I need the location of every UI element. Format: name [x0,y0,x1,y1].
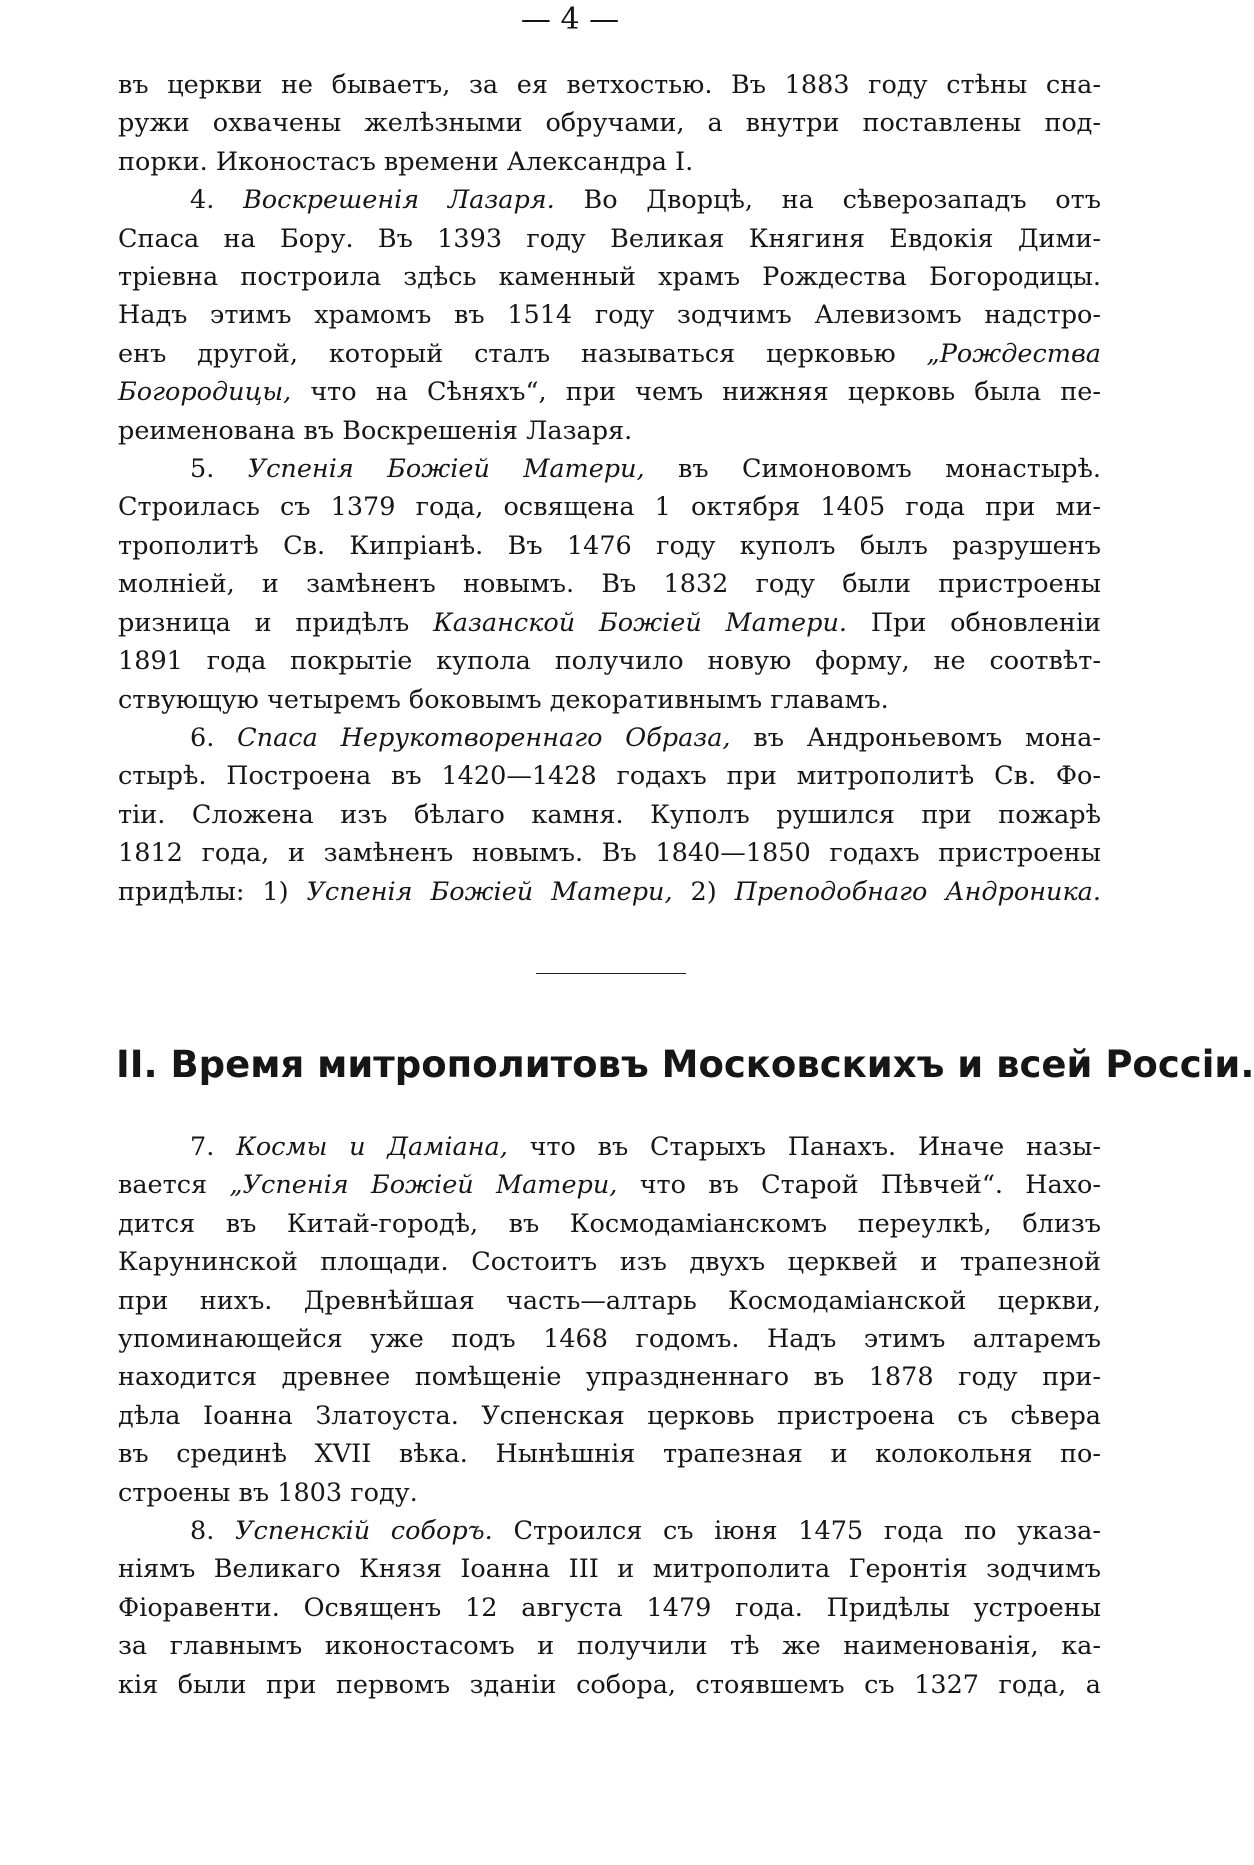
text-line: въ церкви не бываетъ, за ея ветхостью. Въ 1883 году стѣны сна- [118,70,1101,100]
section-divider [536,973,686,974]
entry-number: 7. [190,1132,215,1162]
text-line: ніямъ Великаго Князя Іоанна III и митрополита Геронтія зодчимъ [118,1554,1101,1585]
body-text-top [118,66,1101,911]
text-line: реименована въ Воскрешенія Лазаря. [118,415,633,446]
text-line: тріевна построила здѣсь каменный храмъ Рождества Богородицы. [118,262,1101,293]
text-line: при нихъ. Древнѣйшая часть—алтарь Космодаміанской церкви, [118,1285,1101,1316]
text-line: ризница и придѣлъ Казанской Божіей Матери. При обновленіи [118,607,1102,638]
text-line: стырѣ. Построена въ 1420—1428 годахъ при митрополитѣ Св. Фо- [118,761,1101,792]
text-line: порки. Иконостасъ времени Александра I. [118,146,694,177]
entry-8-line: 8. Успенскій соборъ. Строился съ іюня 1475 года по указа- [190,1516,1101,1547]
entry-title: Спаса Нерукотвореннаго Образа, [237,722,731,753]
page-number: — 4 — [520,2,620,37]
text-line: придѣлы: 1) Успенія Божіей Матери, 2) Преподобнаго Андроника. [118,876,1101,907]
text-line: въ срединѣ XVII вѣка. Нынѣшнія трапезная и колокольня по- [118,1439,1101,1470]
text-line: дится въ Китай-городѣ, въ Космодаміанскомъ переулкѣ, близъ [118,1208,1101,1239]
text-line: енъ другой, который сталъ называться церковью „Рождества [118,338,1101,369]
text-line: ствующую четыремъ боковымъ декоративнымъ главамъ. [118,684,889,715]
text-line: Надъ этимъ храмомъ въ 1514 году зодчимъ Алевизомъ надстро- [118,300,1101,331]
entry-title: Воскрешенія Лазаря. [243,185,555,216]
text-line: трополитѣ Св. Кипріанѣ. Въ 1476 году куполъ былъ разрушенъ [118,530,1101,561]
text-line: Карунинской площади. Состоитъ изъ двухъ церквей и трапезной [118,1247,1101,1278]
entry-5-line: 5. Успенія Божіей Матери, въ Симоновомъ монастырѣ. [190,454,1101,485]
text-line: находится древнее помѣщеніе упраздненнаго въ 1878 году при- [118,1362,1101,1393]
text-line: Богородицы, что на Сѣняхъ“, при чемъ нижняя церковь была пе- [118,377,1102,408]
text-line: кія были при первомъ зданіи собора, стоявшемъ съ 1327 года, а [118,1669,1101,1700]
entry-title: Космы и Даміана, [236,1132,508,1162]
text-line: 1812 года, и замѣненъ новымъ. Въ 1840—1850 годахъ пристроены [118,838,1101,869]
text-line: дѣла Іоанна Златоуста. Успенская церковь пристроена съ сѣвера [118,1400,1101,1431]
text-line: тіи. Сложена изъ бѣлаго камня. Куполъ рушился при пожарѣ [118,799,1101,830]
text-line: Спаса на Бору. Въ 1393 году Великая Княгиня Евдокія Дими- [118,223,1101,254]
text-line: ружи охвачены желѣзными обручами, а внутри поставлены под- [118,108,1101,139]
entry-6-line: 6. Спаса Нерукотвореннаго Образа, въ Андроньевомъ мона- [190,722,1101,753]
text-line: 1891 года покрытіе купола получило новую форму, не соотвѣт- [118,646,1101,677]
text-line: за главнымъ иконостасомъ и получили тѣ же наименованія, ка- [118,1631,1101,1662]
entry-title: Успенія Божіей Матери, [247,454,645,485]
text-line: вается „Успенія Божіей Матери, что въ Старой Пѣвчей“. Нахо- [118,1170,1102,1201]
text-line: Строилась съ 1379 года, освящена 1 октября 1405 года при ми- [118,492,1101,523]
text-line: молніей, и замѣненъ новымъ. Въ 1832 году были пристроены [118,569,1101,600]
entry-number: 8. [190,1516,215,1547]
body-text-bottom [118,1128,1101,1704]
entry-number: 5. [190,454,215,485]
entry-title: Успенскій соборъ. [235,1516,493,1547]
entry-7-line: 7. Космы и Даміана, что въ Старыхъ Панахъ. Иначе назы- [190,1132,1101,1162]
text-line: строены въ 1803 году. [118,1477,418,1508]
section-heading: II. Время митрополитовъ Московскихъ и всей Россіи. [116,1043,1254,1086]
text-line: упоминающейся уже подъ 1468 годомъ. Надъ этимъ алтаремъ [118,1324,1101,1355]
entry-4-line: 4. Воскрешенія Лазаря. Во Дворцѣ, на сѣверозападъ отъ [190,185,1101,216]
text-line: Фіоравенти. Освященъ 12 августа 1479 года. Придѣлы устроены [118,1592,1101,1623]
entry-number: 4. [190,185,215,216]
entry-number: 6. [190,722,215,753]
